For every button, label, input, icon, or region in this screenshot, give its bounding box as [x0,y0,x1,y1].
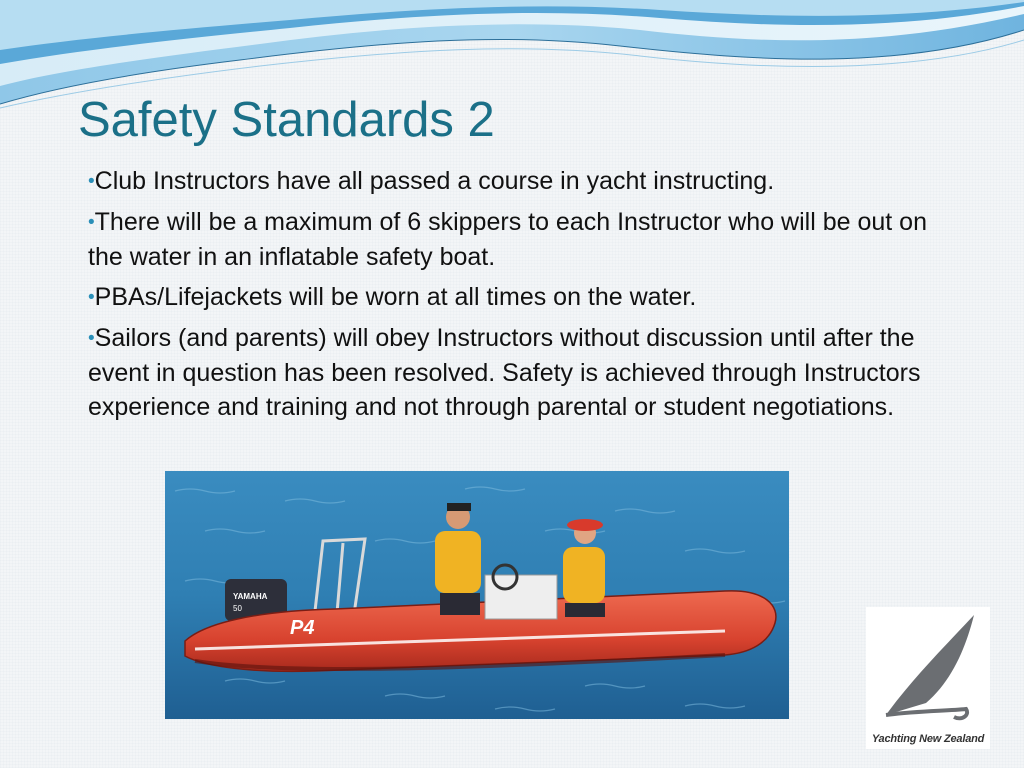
bullet-marker: • [88,171,95,192]
safety-boat-photo [165,471,789,719]
slide-title: Safety Standards 2 [78,93,495,147]
hull-lettering: P4 [290,617,315,639]
bullet-item [88,321,938,424]
bullet-list [88,164,938,430]
bullet-item [88,280,938,315]
bullet-text: Sailors (and parents) will obey Instructors without discussion until after the event in question has been resolved. Safety is achieved through Instructors experience and training and not through parental or student negotiations. [88,324,921,421]
bullet-text: There will be a maximum of 6 skippers to each Instructor who will be out on the water in an inflatable safety boat. [88,208,927,271]
bullet-text: Club Instructors have all passed a course in yacht instructing. [94,167,775,195]
bullet-text: PBAs/Lifejackets will be worn at all times on the water. [94,283,697,311]
motor-hp-label: 50 [233,604,242,613]
yachting-nz-logo [866,607,990,749]
bullet-marker: • [88,212,95,233]
bullet-marker: • [88,287,95,308]
center-console [485,575,557,619]
bullet-item [88,205,938,274]
bullet-item [88,164,938,199]
bullet-marker: • [88,328,95,349]
sail-logo-icon [866,607,990,727]
motor-brand-label: YAMAHA [233,592,268,601]
logo-caption: Yachting New Zealand [871,733,985,745]
